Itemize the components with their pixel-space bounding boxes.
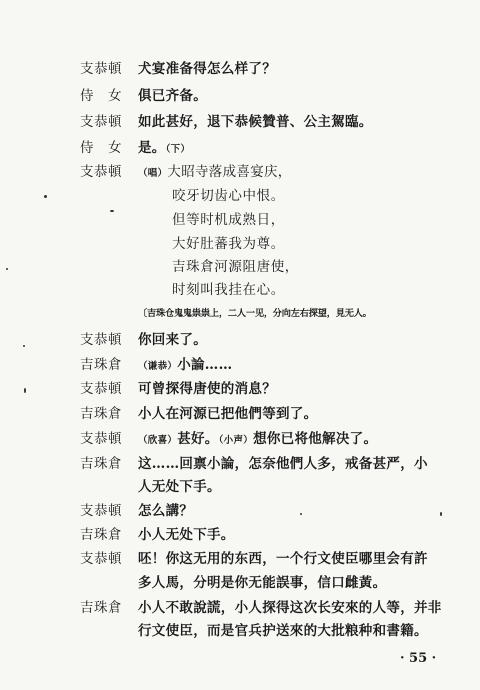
speaker: 吉珠倉 xyxy=(80,456,122,472)
dialogue-line xyxy=(0,453,480,475)
sing-tag: （唱） xyxy=(138,168,168,179)
scan-speck xyxy=(24,388,26,393)
line-text-main-2: 想你已将他解决了。 xyxy=(253,431,378,447)
line-text xyxy=(138,428,438,452)
dialogue-line xyxy=(0,597,480,619)
line-text: 多人馬，分明是你无能誤事，信口雌黃。 xyxy=(138,575,387,591)
speaker: 吉珠倉 xyxy=(80,357,122,373)
dialogue-line xyxy=(0,572,480,594)
speaker: 支恭頓 xyxy=(80,551,122,567)
line-text: 如此甚好，退下恭候贊普、公主駕臨。 xyxy=(138,114,373,130)
speaker: 侍 女 xyxy=(80,140,122,156)
stage-tag: （欣喜） xyxy=(138,435,178,446)
line-text: 行文使臣，而是官兵护送來的大批粮种和書籍。 xyxy=(138,623,428,639)
line-text: 人无处下手。 xyxy=(138,479,221,495)
speaker: 侍 女 xyxy=(80,88,122,104)
line-text-main: 甚好。 xyxy=(177,431,219,447)
speaker: 吉珠倉 xyxy=(80,527,122,543)
line-text xyxy=(138,354,438,378)
line-text: 小人在河源已把他們等到了。 xyxy=(138,406,318,422)
scan-speck xyxy=(300,513,302,515)
line-text: 俱已齐备。 xyxy=(138,88,207,104)
dialogue-line xyxy=(0,428,480,450)
speaker: 支恭頓 xyxy=(80,164,122,180)
stage-direction: 〔吉珠仓鬼鬼祟祟上，二人一见，分向左右探望，見无人。 xyxy=(138,308,372,319)
line-text: 怎么講？ xyxy=(138,503,194,519)
scan-speck xyxy=(6,268,8,270)
dialogue-line xyxy=(0,476,480,498)
line-text: 小人不敢說謊，小人探得这次长安來的人等，并非 xyxy=(138,600,442,616)
scan-speck xyxy=(44,195,47,198)
stage-tag-2: （小声） xyxy=(218,435,254,446)
verse-line: 吉珠倉河源阻唐使， xyxy=(172,259,299,275)
line-text: 你回来了。 xyxy=(138,332,207,348)
dialogue-line xyxy=(0,620,480,642)
speaker: 支恭頓 xyxy=(80,431,122,447)
line-text: 这……回禀小論，怎奈他們人多，戒备甚严，小 xyxy=(138,456,428,472)
dialogue-line xyxy=(0,500,480,522)
dialogue-line xyxy=(0,85,480,107)
verse-line: 咬牙切齿心中恨。 xyxy=(172,188,285,204)
speaker: 支恭頓 xyxy=(80,61,122,77)
scan-speck xyxy=(110,210,114,212)
speaker: 吉珠倉 xyxy=(80,406,122,422)
line-text-main: 小論…… xyxy=(177,357,233,373)
line-text-main: 是。 xyxy=(138,140,166,156)
line-text: 小人无处下手。 xyxy=(138,527,235,543)
dialogue-line xyxy=(0,161,480,183)
dialogue-line xyxy=(0,354,480,376)
line-text: 可曾探得唐使的消息？ xyxy=(138,381,276,397)
dialogue-line xyxy=(0,378,480,400)
scan-speck xyxy=(440,512,442,516)
stage-tag: （谦恭） xyxy=(138,361,178,372)
verse-line: 大好肚蕃我为尊。 xyxy=(172,236,285,252)
speaker: 支恭頓 xyxy=(80,332,122,348)
scan-speck xyxy=(23,345,25,347)
dialogue-line xyxy=(0,58,480,80)
dialogue-line xyxy=(0,137,480,159)
verse-line: 时刻叫我挂在心。 xyxy=(172,282,285,298)
dialogue-line xyxy=(0,329,480,351)
line-text: 呸！你这无用的东西，一个行文使臣哪里会有許 xyxy=(138,551,428,567)
line-text xyxy=(138,137,438,161)
speaker: 支恭頓 xyxy=(80,114,122,130)
page-number: · 55 · xyxy=(400,651,437,666)
dialogue-line xyxy=(0,111,480,133)
dialogue-line xyxy=(0,524,480,546)
dialogue-line xyxy=(0,548,480,570)
speaker: 吉珠倉 xyxy=(80,600,122,616)
dialogue-line xyxy=(0,403,480,425)
stage-tag: （下） xyxy=(165,144,191,155)
line-text-main: 大昭寺落成喜宴庆， xyxy=(167,164,292,180)
line-text: 犬宴准备得怎么样了？ xyxy=(138,61,276,77)
speaker: 支恭頓 xyxy=(80,503,122,519)
verse-line: 但等时机成熟日， xyxy=(172,212,285,228)
line-text xyxy=(138,161,438,185)
speaker: 支恭頓 xyxy=(80,381,122,397)
